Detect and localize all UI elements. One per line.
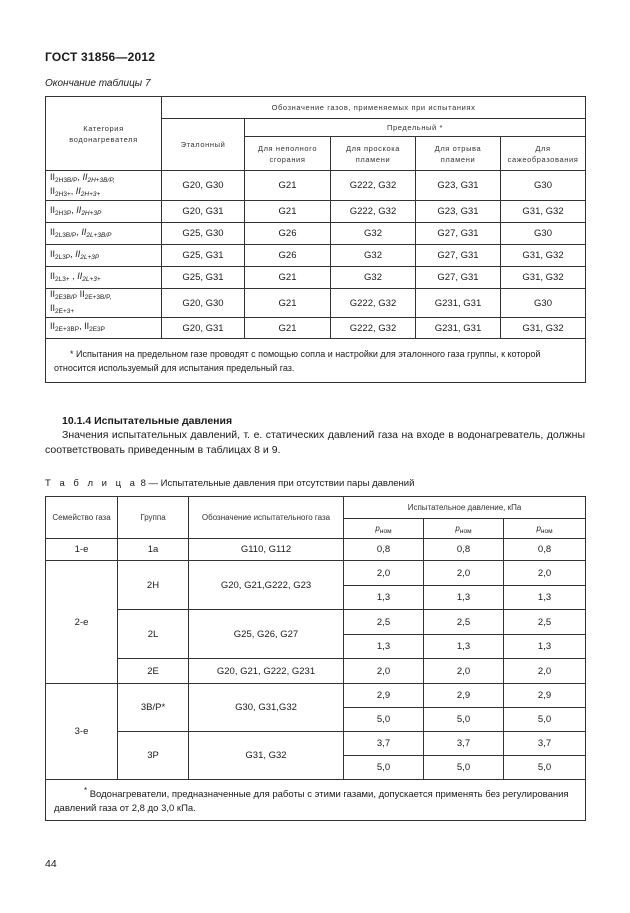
liftoff-gas: G231, G31 [416, 318, 501, 339]
flashback-gas: G32 [331, 245, 416, 267]
soot-gas: G30 [501, 171, 586, 201]
soot-gas: G30 [501, 289, 586, 318]
reference-gas: G20, G30 [162, 289, 245, 318]
page-number: 44 [45, 858, 57, 870]
group-cell: 2E [118, 659, 189, 684]
flashback-gas: G222, G32 [331, 201, 416, 223]
pressure-value: 2,5 [424, 610, 504, 635]
group-cell: 2H [118, 561, 189, 610]
section-paragraph: Значения испытательных давлений, т. е. статических давлений газа на входе в водонагреватель, должны соответствовать приведенным в таблицах 8 и 9. [45, 429, 585, 456]
table-row [46, 539, 586, 561]
pressure-value: 2,0 [504, 561, 586, 586]
gas-cell: G110, G112 [189, 539, 344, 561]
table8-header-group: Группа [118, 497, 189, 539]
table-row [46, 171, 586, 201]
pressure-value: 5,0 [344, 756, 424, 780]
pressure-subheader: $p_{ном}$ [344, 519, 424, 539]
pressure-value: 5,0 [504, 708, 586, 732]
category-cell: $II_{2E3B/P}$ $II_{2E+3B/P,}$ $II_{2E+3+}$ [46, 289, 162, 318]
table7 [45, 96, 586, 383]
pressure-value: 0,8 [424, 539, 504, 561]
flashback-gas: G32 [331, 223, 416, 245]
table-row [46, 289, 586, 318]
table7-header-limit: Предельный * [245, 119, 586, 137]
table7-header-flashback: Для проскока пламени [331, 137, 416, 171]
soot-gas: G31, G32 [501, 267, 586, 289]
table8-caption: Т а б л и ц а 8 — Испытательные давления при отсутствии пары давлений [45, 478, 415, 489]
table-row [46, 267, 586, 289]
pressure-value: 1,3 [504, 586, 586, 610]
pressure-value: 1,3 [424, 635, 504, 659]
pressure-value: 2,0 [344, 659, 424, 684]
group-cell: 3B/P* [118, 684, 189, 732]
flashback-gas: G222, G32 [331, 289, 416, 318]
category-cell: $II_{2L3P}$, $II_{2L+3P}$ [46, 245, 162, 267]
pressure-value: 2,0 [424, 561, 504, 586]
pressure-value: 5,0 [424, 708, 504, 732]
group-cell: 1a [118, 539, 189, 561]
table7-caption: Окончание таблицы 7 [45, 78, 151, 89]
pressure-value: 1,3 [424, 586, 504, 610]
pressure-value: 1,3 [344, 586, 424, 610]
reference-gas: G20, G30 [162, 171, 245, 201]
table8-header-pressure: Испытательное давление, кПа [344, 497, 586, 519]
section-title: 10.1.4 Испытательные давления [62, 415, 233, 427]
incomplete-gas: G21 [245, 318, 331, 339]
gas-cell: G20, G21, G222, G231 [189, 659, 344, 684]
pressure-value: 3,7 [504, 732, 586, 756]
table8-header-family: Семейство газа [46, 497, 118, 539]
gas-cell: G31, G32 [189, 732, 344, 780]
liftoff-gas: G23, G31 [416, 201, 501, 223]
pressure-value: 5,0 [424, 756, 504, 780]
reference-gas: G25, G31 [162, 245, 245, 267]
pressure-value: 2,5 [344, 610, 424, 635]
pressure-subheader: $p_{ном}$ [424, 519, 504, 539]
table-row [46, 201, 586, 223]
liftoff-gas: G231, G31 [416, 289, 501, 318]
table7-header-soot: Для сажеобразования [501, 137, 586, 171]
pressure-value: 2,9 [504, 684, 586, 708]
incomplete-gas: G26 [245, 223, 331, 245]
family-cell: 3-е [46, 684, 118, 780]
gas-cell: G25, G26, G27 [189, 610, 344, 659]
soot-gas: G31, G32 [501, 318, 586, 339]
table-row [46, 318, 586, 339]
liftoff-gas: G23, G31 [416, 171, 501, 201]
pressure-value: 2,5 [504, 610, 586, 635]
pressure-value: 5,0 [504, 756, 586, 780]
table7-footnote: * Испытания на предельном газе проводят с помощью сопла и настройки для эталонного газа группы, к которой относится используемый для испытания предельный газ. [46, 339, 586, 383]
soot-gas: G31, G32 [501, 201, 586, 223]
soot-gas: G30 [501, 223, 586, 245]
pressure-value: 1,3 [344, 635, 424, 659]
incomplete-gas: G21 [245, 201, 331, 223]
reference-gas: G20, G31 [162, 318, 245, 339]
table8-header-gas: Обозначение испытательного газа [189, 497, 344, 539]
pressure-value: 0,8 [344, 539, 424, 561]
incomplete-gas: G21 [245, 267, 331, 289]
table-row [46, 659, 586, 684]
table-row [46, 732, 586, 756]
incomplete-gas: G26 [245, 245, 331, 267]
incomplete-gas: G21 [245, 289, 331, 318]
table-row [46, 561, 586, 586]
table-row [46, 610, 586, 635]
table-row [46, 684, 586, 708]
liftoff-gas: G27, G31 [416, 267, 501, 289]
category-cell: $II_{2H3P}$, $II_{2H+3P}$ [46, 201, 162, 223]
pressure-value: 3,7 [344, 732, 424, 756]
liftoff-gas: G27, G31 [416, 223, 501, 245]
pressure-subheader: $p_{ном}$ [504, 519, 586, 539]
table7-header-incomplete: Для неполного сгорания [245, 137, 331, 171]
table7-header-gases: Обозначение газов, применяемых при испытаниях [162, 97, 586, 119]
table7-header-reference: Эталонный [162, 119, 245, 171]
family-cell: 2-е [46, 561, 118, 684]
group-cell: 2L [118, 610, 189, 659]
category-cell: $II_{2E+3BP}$, $II_{2E3P}$ [46, 318, 162, 339]
pressure-value: 0,8 [504, 539, 586, 561]
pressure-value: 2,0 [504, 659, 586, 684]
table8 [45, 496, 586, 821]
gas-cell: G20, G21,G222, G23 [189, 561, 344, 610]
document-header: ГОСТ 31856—2012 [45, 50, 156, 64]
reference-gas: G20, G31 [162, 201, 245, 223]
table7-header-liftoff: Для отрыва пламени [416, 137, 501, 171]
group-cell: 3P [118, 732, 189, 780]
category-cell: $II_{2L3+}$ , $II_{2L+3+}$ [46, 267, 162, 289]
soot-gas: G31, G32 [501, 245, 586, 267]
table8-footnote: * Водонагреватели, предназначенные для работы с этими газами, допускается применять без регулирования давлений газа от 2,8 до 3,0 кПа. [46, 780, 586, 821]
flashback-gas: G222, G32 [331, 171, 416, 201]
pressure-value: 2,9 [424, 684, 504, 708]
reference-gas: G25, G31 [162, 267, 245, 289]
table7-header-category: Категория водонагревателя [46, 97, 162, 171]
gas-cell: G30, G31,G32 [189, 684, 344, 732]
pressure-value: 3,7 [424, 732, 504, 756]
pressure-value: 5,0 [344, 708, 424, 732]
pressure-value: 2,0 [344, 561, 424, 586]
category-cell: $II_{2H3B/P}$, $II_{2H+3B/P,}$ $II_{2H3+}$, $II_{2H+3+}$ [46, 171, 162, 201]
category-cell: $II_{2L3B/P}$, $II_{2L+3B/P}$ [46, 223, 162, 245]
table-row [46, 223, 586, 245]
reference-gas: G25, G30 [162, 223, 245, 245]
incomplete-gas: G21 [245, 171, 331, 201]
family-cell: 1-е [46, 539, 118, 561]
liftoff-gas: G27, G31 [416, 245, 501, 267]
flashback-gas: G32 [331, 267, 416, 289]
flashback-gas: G222, G32 [331, 318, 416, 339]
pressure-value: 2,9 [344, 684, 424, 708]
pressure-value: 1,3 [504, 635, 586, 659]
table-row [46, 245, 586, 267]
pressure-value: 2,0 [424, 659, 504, 684]
